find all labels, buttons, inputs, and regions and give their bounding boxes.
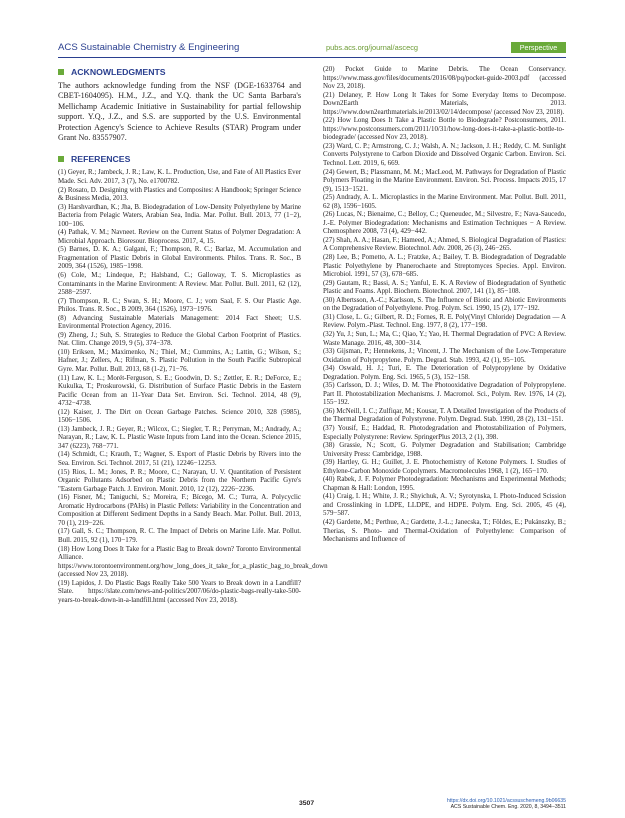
citation-text: ACS Sustainable Chem. Eng. 2020, 8, 3494−3511 [450, 804, 566, 811]
reference-item: (3) Harshvardhan, K.; Jha, B. Biodegradation of Low-Density Polyethylene by Marine Bacteria from Pelagic Waters, Arabian Sea, India. Mar. Pollut. Bull. 2013, 77 (1−2), 100−106. [58, 202, 301, 228]
reference-item: (26) Lucas, N.; Bienaime, C.; Belloy, C.; Queneudec, M.; Silvestre, F.; Nava-Saucedo, J.-E. Polymer Biodegradation: Mechanisms and Estimation Techniques − A Review. Chemosphere 2008, 73 (4), 429−442. [323, 210, 566, 236]
reference-item: (41) Craig, I. H.; White, J. R.; Shyichuk, A. V.; Syrotynska, I. Photo-Induced Scission and Crosslinking in LDPE, LLDPE, and HDPE. Polym. Eng. Sci. 2005, 45 (4), 579−587. [323, 492, 566, 518]
reference-item: (31) Close, L. G.; Gilbert, R. D.; Fornes, R. E. Poly(Vinyl Chloride) Degradation — A Review. Polym.-Plast. Technol. Eng. 1977, 8 (2), 177−198. [323, 312, 566, 330]
reference-item: (9) Zheng, J.; Suh, S. Strategies to Reduce the Global Carbon Footprint of Plastics. Nat. Clim. Change 2019, 9 (5), 374−378. [58, 330, 301, 348]
journal-url-link[interactable]: pubs.acs.org/journal/ascecg [326, 43, 419, 52]
left-column [58, 65, 328, 604]
reference-item: (7) Thompson, R. C.; Swan, S. H.; Moore, C. J.; vom Saal, F. S. Our Plastic Age. Philos. Trans. R. Soc., B 2009, 364 (1526), 1973−1976. [58, 296, 301, 314]
reference-item: (2) Rosato, D. Designing with Plastics and Composites: A Handbook; Springer Science & Business Media, 2013. [58, 185, 301, 203]
reference-item: (15) Rios, L. M.; Jones, P. R.; Moore, C.; Narayan, U. V. Quantitation of Persistent Organic Pollutants Adsorbed on Plastic Debris from the Northern Pacific Gyre's "Eastern Garbage Patch. J. Environ. Monit. 2010, 12 (12), 2226−2236. [58, 467, 301, 493]
section-square-icon [58, 69, 64, 75]
reference-item: (18) How Long Does It Take for a Plastic Bag to Break down? Toronto Environmental Alliance. https://www.torontoenvironment.org/how_long_does_it_take_for_a_plastic_bag_to_break_down (accessed Nov 23, 2018). [58, 544, 328, 579]
reference-item: (14) Schmidt, C.; Krauth, T.; Wagner, S. Export of Plastic Debris by Rivers into the Sea. Environ. Sci. Technol. 2017, 51 (21), 12246−12253. [58, 450, 301, 468]
reference-item: (25) Andrady, A. L. Microplastics in the Marine Environment. Mar. Pollut. Bull. 2011, 62 (8), 1596−1605. [323, 193, 566, 210]
reference-item: (37) Yousif, E.; Haddad, R. Photodegradation and Photostabilization of Polymers, Especially Polystyrene: Review. SpringerPlus 2013, 2 (1), 398. [323, 423, 566, 441]
section-square-icon [58, 156, 64, 162]
reference-item: (38) Grassie, N.; Scott, G. Polymer Degradation and Stabilisation; Cambridge University Press: Cambridge, 1988. [323, 441, 566, 458]
references-heading [58, 154, 301, 164]
reference-item: (1) Geyer, R.; Jambeck, J. R.; Law, K. L. Production, Use, and Fate of All Plastics Ever Made. Sci. Adv. 2017, 3 (7), No. e1700782. [58, 168, 301, 185]
reference-item: (16) Fisner, M.; Taniguchi, S.; Moreira, F.; Bícego, M. C.; Turra, A. Polycyclic Aromatic Hydrocarbons (PAHs) in Plastic Pellets: Variability in the Concentration and Composition at Different Sediment Depths in a Sandy Beach. Mar. Pollut. Bull. 2013, 70 (1), 219−226. [58, 493, 301, 527]
page-header [58, 42, 566, 56]
footer-citation [447, 798, 566, 811]
journal-name: ACS Sustainable Chemistry & Engineering [58, 42, 240, 53]
doi-link[interactable]: https://dx.doi.org/10.1021/acssuschemeng.9b06635 [446, 798, 566, 804]
reference-item: (19) Lapidos, J. Do Plastic Bags Really Take 500 Years to Break down in a Landfill? Slate. https://slate.com/news-and-politics/2007/06/do-plastic-bags-really-take-500-years-to-break-down-in-a-landfill.html (accessed Nov 23, 2018). [58, 578, 301, 604]
acknowledgments-text: The authors acknowledge funding from the NSF (DGE-1633764 and CBET-1604095). H.M., J.Z., and Y.Q. thank the UC Santa Barbara's Mellichamp Academic Initiative in Sustainability for partial fellowship support. Y.Q., J.Z., and S.S. are supported by the U.S. Environmental Protection Agency's Science to Achieve Results (STAR) Program under Grant No. 83557907. [58, 81, 301, 143]
reference-item: (11) Law, K. L.; Morét-Ferguson, S. E.; Goodwin, D. S.; Zettler, E. R.; DeForce, E.; Kukulka, T.; Proskurowski, G. Distribution of Surface Plastic Debris in the Eastern Pacific Ocean from an 11-Year Data Set. Environ. Sci. Technol. 2014, 48 (9), 4732−4738. [58, 373, 301, 408]
reference-item: (4) Pathak, V. M.; Navneet. Review on the Current Status of Polymer Degradation: A Microbial Approach. Bioresour. Bioprocess. 2017, 4, 15. [58, 228, 301, 245]
reference-item: (29) Gautam, R.; Bassi, A. S.; Yanful, E. K. A Review of Biodegradation of Synthetic Plastic and Foams. Appl. Biochem. Biotechnol. 2007, 141 (1), 85−108. [323, 278, 566, 296]
reference-item: (33) Gijsman, P.; Hennekens, J.; Vincent, J. The Mechanism of the Low-Temperature Oxidation of Polypropylene. Polym. Degrad. Stab. 1993, 42 (1), 95−105. [323, 347, 566, 364]
reference-item: (39) Hartley, G. H.; Guillet, J. E. Photochemistry of Ketone Polymers. I. Studies of Ethylene-Carbon Monoxide Copolymers. Macromolecules 1968, 1 (2), 165−170. [323, 458, 566, 475]
reference-item: (32) Yu, J.; Sun, L.; Ma, C.; Qiao, Y.; Yao, H. Thermal Degradation of PVC: A Review. Waste Manage. 2016, 48, 300−314. [323, 329, 566, 347]
reference-item: (40) Rabek, J. F. Polymer Photodegradation: Mechanisms and Experimental Methods; Chapman & Hall: London, 1995. [323, 475, 566, 492]
section-badge: Perspective [511, 42, 566, 53]
reference-item: (17) Gall, S. C.; Thompson, R. C. The Impact of Debris on Marine Life. Mar. Pollut. Bull. 2015, 92 (1), 170−179. [58, 527, 301, 544]
reference-item: (34) Oswald, H. J.; Turi, E. The Deterioration of Polypropylene by Oxidative Degradation. Polym. Eng. Sci. 1965, 5 (3), 152−158. [323, 364, 566, 381]
reference-item: (13) Jambeck, J. R.; Geyer, R.; Wilcox, C.; Siegler, T. R.; Perryman, M.; Andrady, A.; Narayan, R.; Law, K. L. Plastic Waste Inputs from Land into the Ocean. Science 2015, 347 (6223), 768−771. [58, 424, 301, 450]
reference-item: (28) Lee, B.; Pometto, A. L.; Fratzke, A.; Bailey, T. B. Biodegradation of Degradable Plastic Polyethylene by Phanerochaete and Streptomyces Species. Appl. Environ. Microbiol. 1991, 57 (3), 678−685. [323, 253, 566, 279]
references-list-right [323, 65, 566, 544]
reference-item: (22) How Long Does It Take a Plastic Bottle to Biodegrade? Postconsumers, 2011. https://www.postconsumers.com/2011/10/31/how-long-does-it-take-a-plastic-bottle-to-biodegrade/ (accessed Nov 23, 2018). [323, 116, 566, 142]
page-number: 3507 [299, 800, 315, 807]
header-divider [58, 57, 566, 58]
reference-item: (12) Kaiser, J. The Dirt on Ocean Garbage Patches. Science 2010, 328 (5985), 1506−1506. [58, 407, 301, 425]
references-list-left [58, 168, 328, 604]
reference-item: (23) Ward, C. P.; Armstrong, C. J.; Walsh, A. N.; Jackson, J. H.; Reddy, C. M. Sunlight Converts Polystyrene to Carbon Dioxide and Dissolved Organic Carbon. Environ. Sci. Technol. Lett. 2019, 6, 669. [323, 141, 566, 168]
reference-item: (24) Gewert, B.; Plassmann, M. M.; MacLeod, M. Pathways for Degradation of Plastic Polymers Floating in the Marine Environment. Environ. Sci. Process. Impacts 2015, 17 (9), 1513−1521. [323, 167, 566, 193]
references-heading-label: REFERENCES [71, 154, 131, 165]
reference-item: (42) Gardette, M.; Perthue, A.; Gardette, J.-L.; Janecska, T.; Földes, E.; Pukánszky, B.; Therias, S. Photo- and Thermal-Oxidation of Polyethylene: Comparison of Mechanisms and Influence of [323, 517, 566, 544]
acknowledgments-heading [58, 67, 301, 77]
reference-item: (36) McNeill, I. C.; Zulfiqar, M.; Kousar, T. A Detailed Investigation of the Products of the Thermal Degradation of Polystyrene. Polym. Degrad. Stab. 1990, 28 (2), 131−151. [323, 406, 566, 424]
reference-item: (8) Advancing Sustainable Materials Management: 2014 Fact Sheet; U.S. Environmental Protection Agency, 2016. [58, 313, 301, 331]
acknowledgments-heading-label: ACKNOWLEDGMENTS [71, 67, 166, 77]
reference-item: (27) Shah, A. A.; Hasan, F.; Hameed, A.; Ahmed, S. Biological Degradation of Plastics: A Comprehensive Review. Biotechnol. Adv. 2008, 26 (3), 246−265. [323, 235, 566, 253]
reference-item: (35) Carlsson, D. J.; Wiles, D. M. The Photooxidative Degradation of Polypropylene. Part II. Photostabilization Mechanisms. J. Macromol. Sci., Polym. Rev. 1976, 14 (2), 155−192. [323, 381, 566, 407]
reference-item: (5) Barnes, D. K. A.; Galgani, F.; Thompson, R. C.; Barlaz, M. Accumulation and Fragmentation of Plastic Debris in Global Environments. Philos. Trans. R. Soc., B 2009, 364 (1526), 1985−1998. [58, 245, 301, 271]
reference-item: (30) Albertsson, A.-C.; Karlsson, S. The Influence of Biotic and Abiotic Environments on the Degradation of Polyethylene. Prog. Polym. Sci. 1990, 15 (2), 177−192. [323, 295, 566, 313]
reference-item: (10) Eriksen, M.; Maximenko, N.; Thiel, M.; Cummins, A.; Lattin, G.; Wilson, S.; Hafner, J.; Zellers, A.; Rifman, S. Plastic Pollution in the South Pacific Subtropical Gyre. Mar. Pollut. Bull. 2013, 68 (1-2), 71−76. [58, 347, 301, 374]
reference-item: (6) Cole, M.; Lindeque, P.; Halsband, C.; Galloway, T. S. Microplastics as Contaminants in the Marine Environment: A Review. Mar. Pollut. Bull. 2011, 62 (12), 2588−2597. [58, 271, 301, 297]
reference-item: (20) Pocket Guide to Marine Debris. The Ocean Conservancy. https://www.mass.gov/files/documents/2016/08/pq/pocket-guide-2003.pdf (accessed Nov 23, 2018). [323, 65, 566, 91]
reference-item: (21) Delaney, P. How Long It Takes for Some Everyday Items to Decompose. Down2Earth Materials, 2013. https://www.down2earthmaterials.ie/2013/02/14/decompose/ (accessed Nov 23, 2018). [323, 90, 566, 116]
right-column [323, 65, 566, 544]
